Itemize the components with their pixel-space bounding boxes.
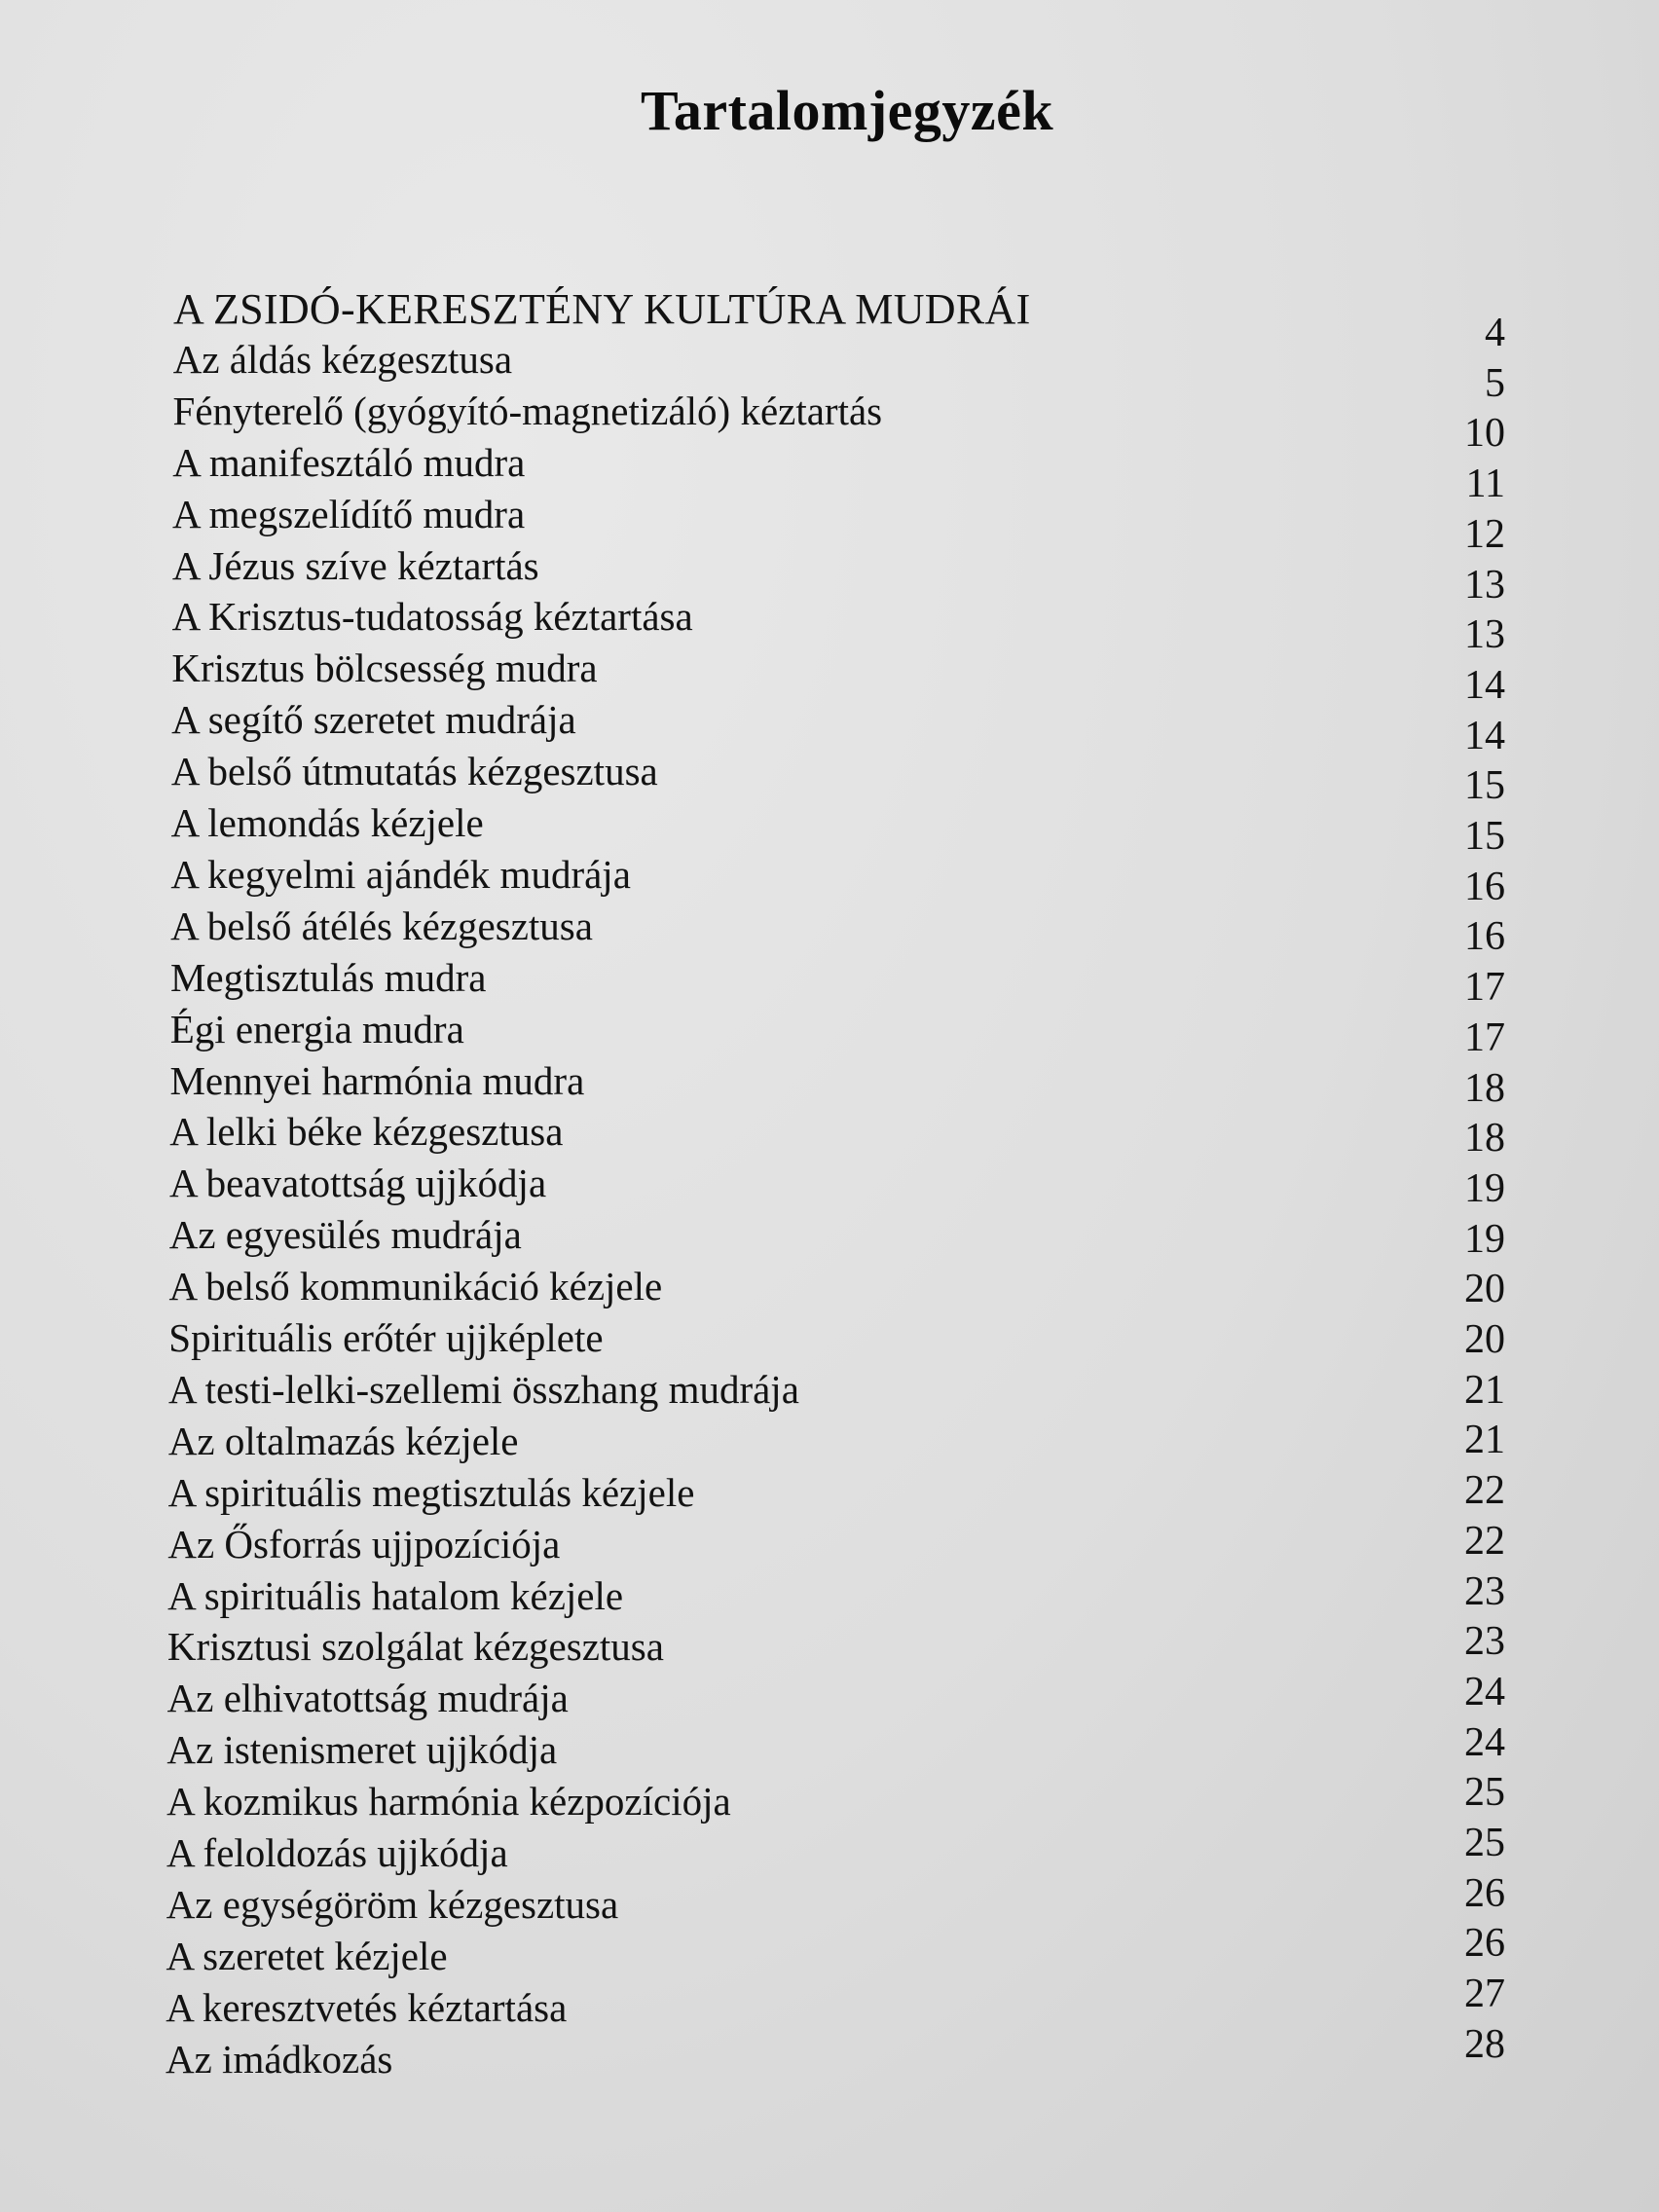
- entry-title: A keresztvetés kéztartása: [166, 1984, 568, 2030]
- entry-title: A belső kommunikáció kézjele: [168, 1264, 663, 1309]
- entry-page-number: 26: [1464, 1870, 1505, 1916]
- entry-title: Krisztusi szolgálat kézgesztusa: [166, 1624, 664, 1670]
- entry-title: A Jézus szíve kéztartás: [171, 542, 539, 588]
- entry-title: Krisztus bölcsesség mudra: [171, 645, 598, 691]
- entry-title: A spirituális megtisztulás kézjele: [167, 1469, 695, 1515]
- entry-page-number: 24: [1464, 1669, 1505, 1714]
- entry-page-number: 11: [1465, 461, 1505, 507]
- entry-title: A feloldozás ujjkódja: [166, 1830, 508, 1875]
- entry-page-number: 16: [1464, 864, 1505, 909]
- entry-title: Mennyei harmónia mudra: [169, 1057, 585, 1103]
- entry-page-number: 4: [1485, 311, 1505, 355]
- entry-page-number: 18: [1464, 1065, 1505, 1111]
- entry-page-number: 13: [1464, 562, 1505, 608]
- entry-page-number: 22: [1464, 1468, 1505, 1514]
- entry-title: A beavatottság ujjkódja: [169, 1161, 547, 1206]
- entry-page-number: 12: [1464, 511, 1505, 557]
- entry-title: Spirituális erőtér ujjképlete: [168, 1315, 604, 1360]
- entry-title: Az imádkozás: [166, 2036, 393, 2082]
- entry-page-number: 18: [1464, 1116, 1505, 1161]
- entry-page-number: 14: [1464, 713, 1505, 758]
- entry-page-number: 22: [1464, 1518, 1505, 1564]
- entry-title: Az egységöröm kézgesztusa: [166, 1881, 619, 1927]
- entry-page-number: 19: [1464, 1216, 1505, 1262]
- entry-title: A testi-lelki-szellemi összhang mudrája: [168, 1366, 799, 1412]
- entry-page-number: 21: [1464, 1418, 1505, 1463]
- entry-title: A spirituális hatalom kézjele: [167, 1572, 624, 1618]
- entry-title: A manifesztáló mudra: [172, 439, 526, 485]
- entry-page-number: 26: [1464, 1921, 1505, 1967]
- entry-title: Fényterelő (gyógyító-magnetizáló) kéztartás: [172, 387, 883, 433]
- entry-page-number: 10: [1464, 411, 1505, 457]
- entry-page-number: 20: [1464, 1267, 1505, 1312]
- entry-page-number: 25: [1464, 1821, 1505, 1865]
- entry-title: A kegyelmi ajándék mudrája: [170, 851, 631, 897]
- entry-page-number: 17: [1464, 1014, 1505, 1060]
- entry-page-number: 13: [1464, 612, 1505, 658]
- entry-page-number: 24: [1464, 1719, 1505, 1765]
- entry-page-number: 28: [1464, 2021, 1505, 2067]
- entry-page-number: 14: [1464, 662, 1505, 708]
- entry-page-number: 19: [1464, 1165, 1505, 1211]
- entry-page-number: 23: [1464, 1568, 1505, 1614]
- entry-page-number: 5: [1485, 360, 1505, 406]
- entry-page-number: 16: [1464, 914, 1505, 960]
- entry-page-number: 17: [1464, 965, 1505, 1011]
- entry-page-number: 15: [1464, 814, 1505, 859]
- entry-page-number: 27: [1464, 1972, 1505, 2017]
- entry-title: A Krisztus-tudatosság kéztartása: [171, 594, 693, 640]
- entry-title: Megtisztulás mudra: [169, 954, 487, 1000]
- entry-title: Égi energia mudra: [169, 1006, 464, 1051]
- section-heading: A ZSIDÓ-KERESZTÉNY KULTÚRA MUDRÁI: [173, 285, 1031, 333]
- entry-title: A segítő szeretet mudrája: [171, 697, 576, 743]
- entry-title: A lemondás kézjele: [170, 800, 484, 845]
- entry-title: Az áldás kézgesztusa: [172, 336, 513, 382]
- entry-title: A lelki béke kézgesztusa: [169, 1109, 564, 1155]
- entry-title: A belső útmutatás kézgesztusa: [170, 749, 658, 794]
- entry-page-number: 21: [1464, 1367, 1505, 1413]
- entry-page-number: 23: [1464, 1619, 1505, 1665]
- entry-title: A kozmikus harmónia kézpozíciója: [166, 1779, 731, 1825]
- entry-title: A megszelídítő mudra: [172, 491, 526, 536]
- entry-title: Az egyesülés mudrája: [168, 1212, 522, 1258]
- entry-title: Az elhivatottság mudrája: [166, 1676, 569, 1721]
- entry-title: Az istenismeret ujjkódja: [166, 1727, 558, 1773]
- entry-page-number: 25: [1464, 1770, 1505, 1816]
- entry-title: Az oltalmazás kézjele: [167, 1418, 519, 1463]
- entry-page-number: 20: [1464, 1317, 1505, 1362]
- entry-title: A szeretet kézjele: [166, 1933, 448, 1978]
- entry-title: A belső átélés kézgesztusa: [170, 903, 593, 948]
- entry-title: Az Ősforrás ujjpozíciója: [167, 1521, 561, 1567]
- entry-page-number: 15: [1464, 763, 1505, 809]
- page-title: Tartalomjegyzék: [641, 79, 1054, 142]
